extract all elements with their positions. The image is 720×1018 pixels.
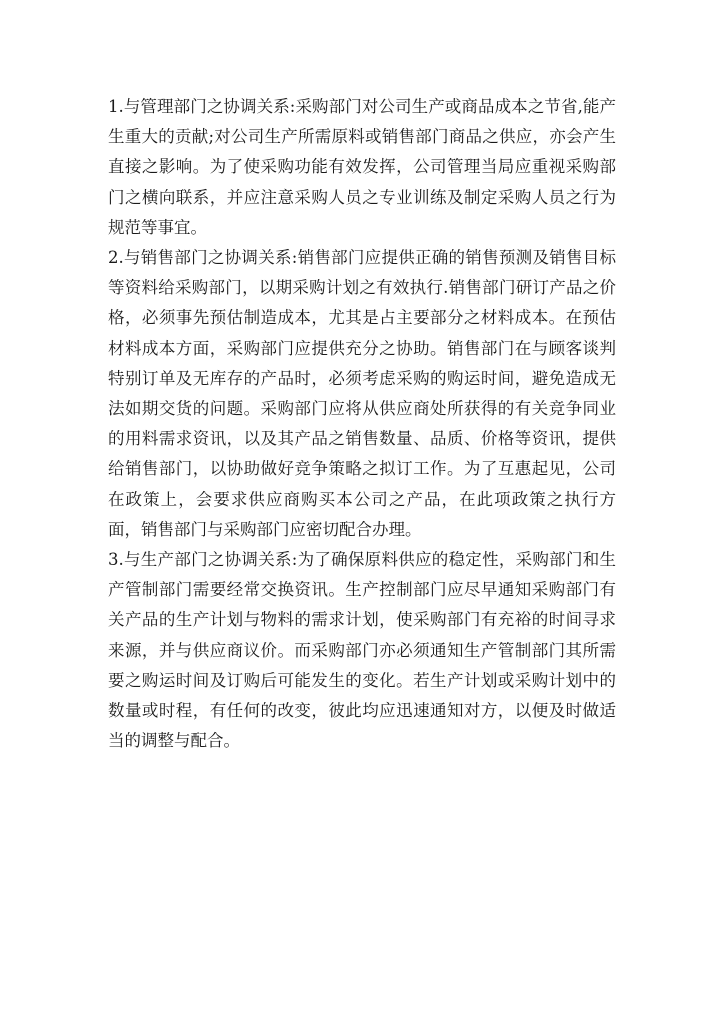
- paragraph-production-coordination: 3.与生产部门之协调关系:为了确保原料供应的稳定性，采购部门和生产管制部门需要经常交换资讯。生产控制部门应尽早通知采购部门有关产品的生产计划与物料的需求计划，使采购部门有充裕的时间寻求来源，并与供应商议价。而采购部门亦必须通知生产管制部门其所需要之购运时间及订购后可能发生的变化。若生产计划或采购计划中的数量或时程，有任何的改变，彼此均应迅速通知对方，以便及时做适当的调整与配合。: [108, 550, 616, 751]
- document-body: [108, 92, 616, 756]
- paragraph-sales-coordination: 2.与销售部门之协调关系:销售部门应提供正确的销售预测及销售目标等资料给采购部门，以期采购计划之有效执行.销售部门研订产品之价格，必须事先预估制造成本，尤其是占主要部分之材料成本。在预估材料成本方面，采购部门应提供充分之协助。销售部门在与顾客谈判特别订单及无库存的产品时，必须考虑采购的购运时间，避免造成无法如期交货的问题。采购部门应将从供应商处所获得的有关竞争同业的用料需求资讯，以及其产品之销售数量、品质、价格等资讯，提供给销售部门，以协助做好竞争策略之拟订工作。为了互惠起见，公司在政策上，会要求供应商购买本公司之产品，在此项政策之执行方面，销售部门与采购部门应密切配合办理。: [108, 248, 616, 539]
- paragraph-management-coordination: 1.与管理部门之协调关系:采购部门对公司生产或商品成本之节省,能产生重大的贡献;对公司生产所需原料或销售部门商品之供应，亦会产生直接之影响。为了使采购功能有效发挥，公司管理当局应重视采购部门之横向联系，并应注意采购人员之专业训练及制定采购人员之行为规范等事宜。: [108, 97, 616, 237]
